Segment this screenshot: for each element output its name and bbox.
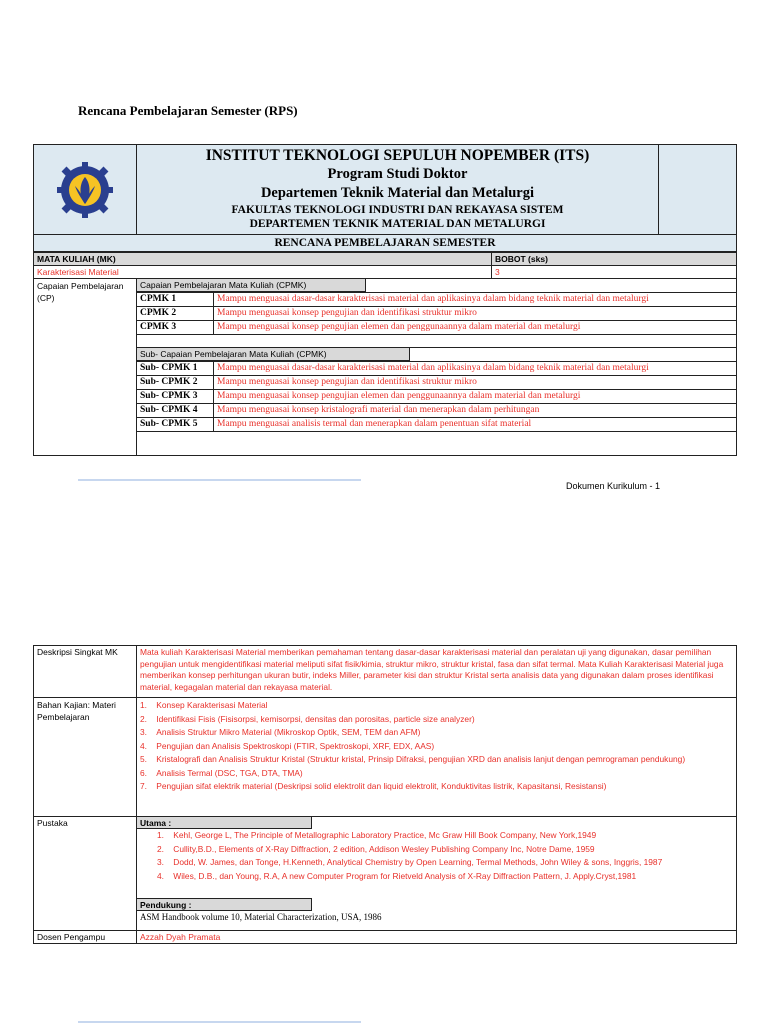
pustaka-label: Pustaka [33,816,137,931]
deskripsi-text: Mata kuliah Karakterisasi Material memberikan pemahaman tentang dasar-dasar karakterisasi material dan peralatan uji yang digunakan, dasar pemilihan pengujian untuk mengidentifikasi material meliputi sifat fisik/kimia, struktur mikro, struktur kristal, fasa dan sifat termal. Mata Kuliah Karakterisasi Material juga memberikan konsep perhitungan ukuran butir, indeks Miller, parameter kisi dan struktur Kristal serta analisis data yang digunakan dalam proses identifikasi material, kegagalan material dan rekayasa material. [136,645,737,698]
mk-value: Karakterisasi Material [33,265,492,279]
utama-list [157,829,662,883]
list-item: 6. Analisis Termal (DSC, TGA, DTA, TMA) [140,767,303,778]
cpmk-text: Mampu menguasai konsep pengujian elemen dan penggunaannya dalam material dan metalurgi [213,320,737,335]
bahan-cell [136,697,737,817]
list-item: 2. Cullity,B.D., Elements of X-Ray Diffraction, 2 edition, Addison Wesley Publishing Company Inc, Notre Dame, 1959 [157,843,595,854]
sub-cpmk-text: Mampu menguasai konsep pengujian dan identifikasi struktur mikro [213,375,737,390]
cpmk-code: CPMK 1 [136,292,214,307]
cpmk-text: Mampu menguasai dasar-dasar karakterisasi material dan aplikasinya dalam bidang teknik material dan metalurgi [213,292,737,307]
logo-cell [33,144,137,236]
sub-cpmk-text: Mampu menguasai konsep pengujian elemen dan penggunaannya dalam material dan metalurgi [213,389,737,404]
sub-cpmk-code: Sub- CPMK 2 [136,375,214,390]
faculty-name: FAKULTAS TEKNOLOGI INDUSTRI DAN REKAYASA SISTEM [231,204,564,216]
bobot-label: BOBOT (sks) [491,252,737,266]
list-item: 7. Pengujian sifat elektrik material (Deskripsi solid elektrolit dan liquid elektrolit, Konduktivitas listrik, Kapasitansi, Resistansi) [140,781,607,791]
footer-rule [78,1021,361,1023]
institute-name: INSTITUT TEKNOLOGI SEPULUH NOPEMBER (ITS) [205,147,590,164]
list-item: 4. Wiles, D.B., dan Young, R.A, A new Computer Program for Rietveld Analysis of X-Ray Diffraction Pattern, J. Apply.Cryst,1981 [157,870,637,881]
list-item: 1. Kehl, George L, The Principle of Metallographic Laboratory Practice, Mc Graw Hill Book Company, New York,1949 [157,830,597,840]
list-item: 1. Konsep Karakterisasi Material [140,700,268,710]
cpmk-code: CPMK 3 [136,320,214,335]
list-item: 3. Dodd, W. James, dan Tonge, H.Kenneth, Analytical Chemistry by Open Learning, Termal Methods, John Wiley & sons, Inggris, 1987 [157,857,663,867]
sub-cpmk-code: Sub- CPMK 1 [136,361,214,376]
department-name: Departemen Teknik Material dan Metalurgi [260,185,535,201]
list-item: 3. Analisis Struktur Mikro Material (Mikroskop Optik, SEM, TEM dan AFM) [140,727,421,737]
sub-cpmk-text: Mampu menguasai konsep kristalografi material dan menerapkan dalam perhitungan [213,403,737,418]
sub-cpmk-code: Sub- CPMK 3 [136,389,214,404]
cpmk-code: CPMK 2 [136,306,214,321]
page-footer: Dokumen Kurikulum - 1 [566,481,661,491]
list-item: 2. Identifikasi Fisis (Fisisorpsi, kemisorpsi, densitas dan porositas, particle size analyzer) [140,713,475,724]
list-item: 5. Kristalografi dan Analisis Struktur Kristal (Struktur kristal, Prinsip Difraksi, pengujian XRD dan analisis lanjut dengan pemrograman pendukung) [140,754,686,764]
mk-label: MATA KULIAH (MK) [33,252,492,266]
sub-cpmk-text: Mampu menguasai dasar-dasar karakterisasi material dan aplikasinya dalam bidang teknik material dan metalurgi [213,361,737,376]
bahan-list [140,699,733,793]
pendukung-label: Pendukung : [136,898,312,911]
list-item: 4. Pengujian dan Analisis Spektroskopi (FTIR, Spektroskopi, XRF, EDX, AAS) [140,740,435,751]
bahan-label: Bahan Kajian: Materi Pembelajaran [33,697,137,817]
department-caps: DEPARTEMEN TEKNIK MATERIAL DAN METALURGI [249,218,546,230]
dosen-label: Dosen Pengampu [33,930,137,944]
deskripsi-label: Deskripsi Singkat MK [33,645,137,698]
program-name: Program Studi Doktor [327,166,468,182]
cp-label: Capaian Pembelajaran (CP) [33,278,137,456]
cpmk-text: Mampu menguasai konsep pengujian dan identifikasi struktur mikro [213,306,737,321]
document-title: Rencana Pembelajaran Semester (RPS) [78,103,298,118]
sub-cpmk-code: Sub- CPMK 5 [136,417,214,432]
header-text [137,144,658,231]
sub-cpmk-header: Sub- Capaian Pembelajaran Mata Kuliah (CPMK) [136,347,410,361]
header-right-cell [658,144,737,236]
cpmk-blank-row [136,334,737,348]
bobot-value: 3 [491,265,737,279]
dosen-value: Azzah Dyah Pramata [136,930,737,944]
utama-label: Utama : [136,816,312,829]
footer-rule [78,479,361,481]
cpmk-header: Capaian Pembelajaran Mata Kuliah (CPMK) [136,278,366,292]
sub-cpmk-text: Mampu menguasai analisis termal dan menerapkan dalam penentuan sifat material [213,417,737,432]
sub-cpmk-code: Sub- CPMK 4 [136,403,214,418]
its-logo-icon [55,160,115,220]
rps-heading: RENCANA PEMBELAJARAN SEMESTER [33,234,737,252]
pendukung-text: ASM Handbook volume 10, Material Characterization, USA, 1986 [140,912,382,922]
